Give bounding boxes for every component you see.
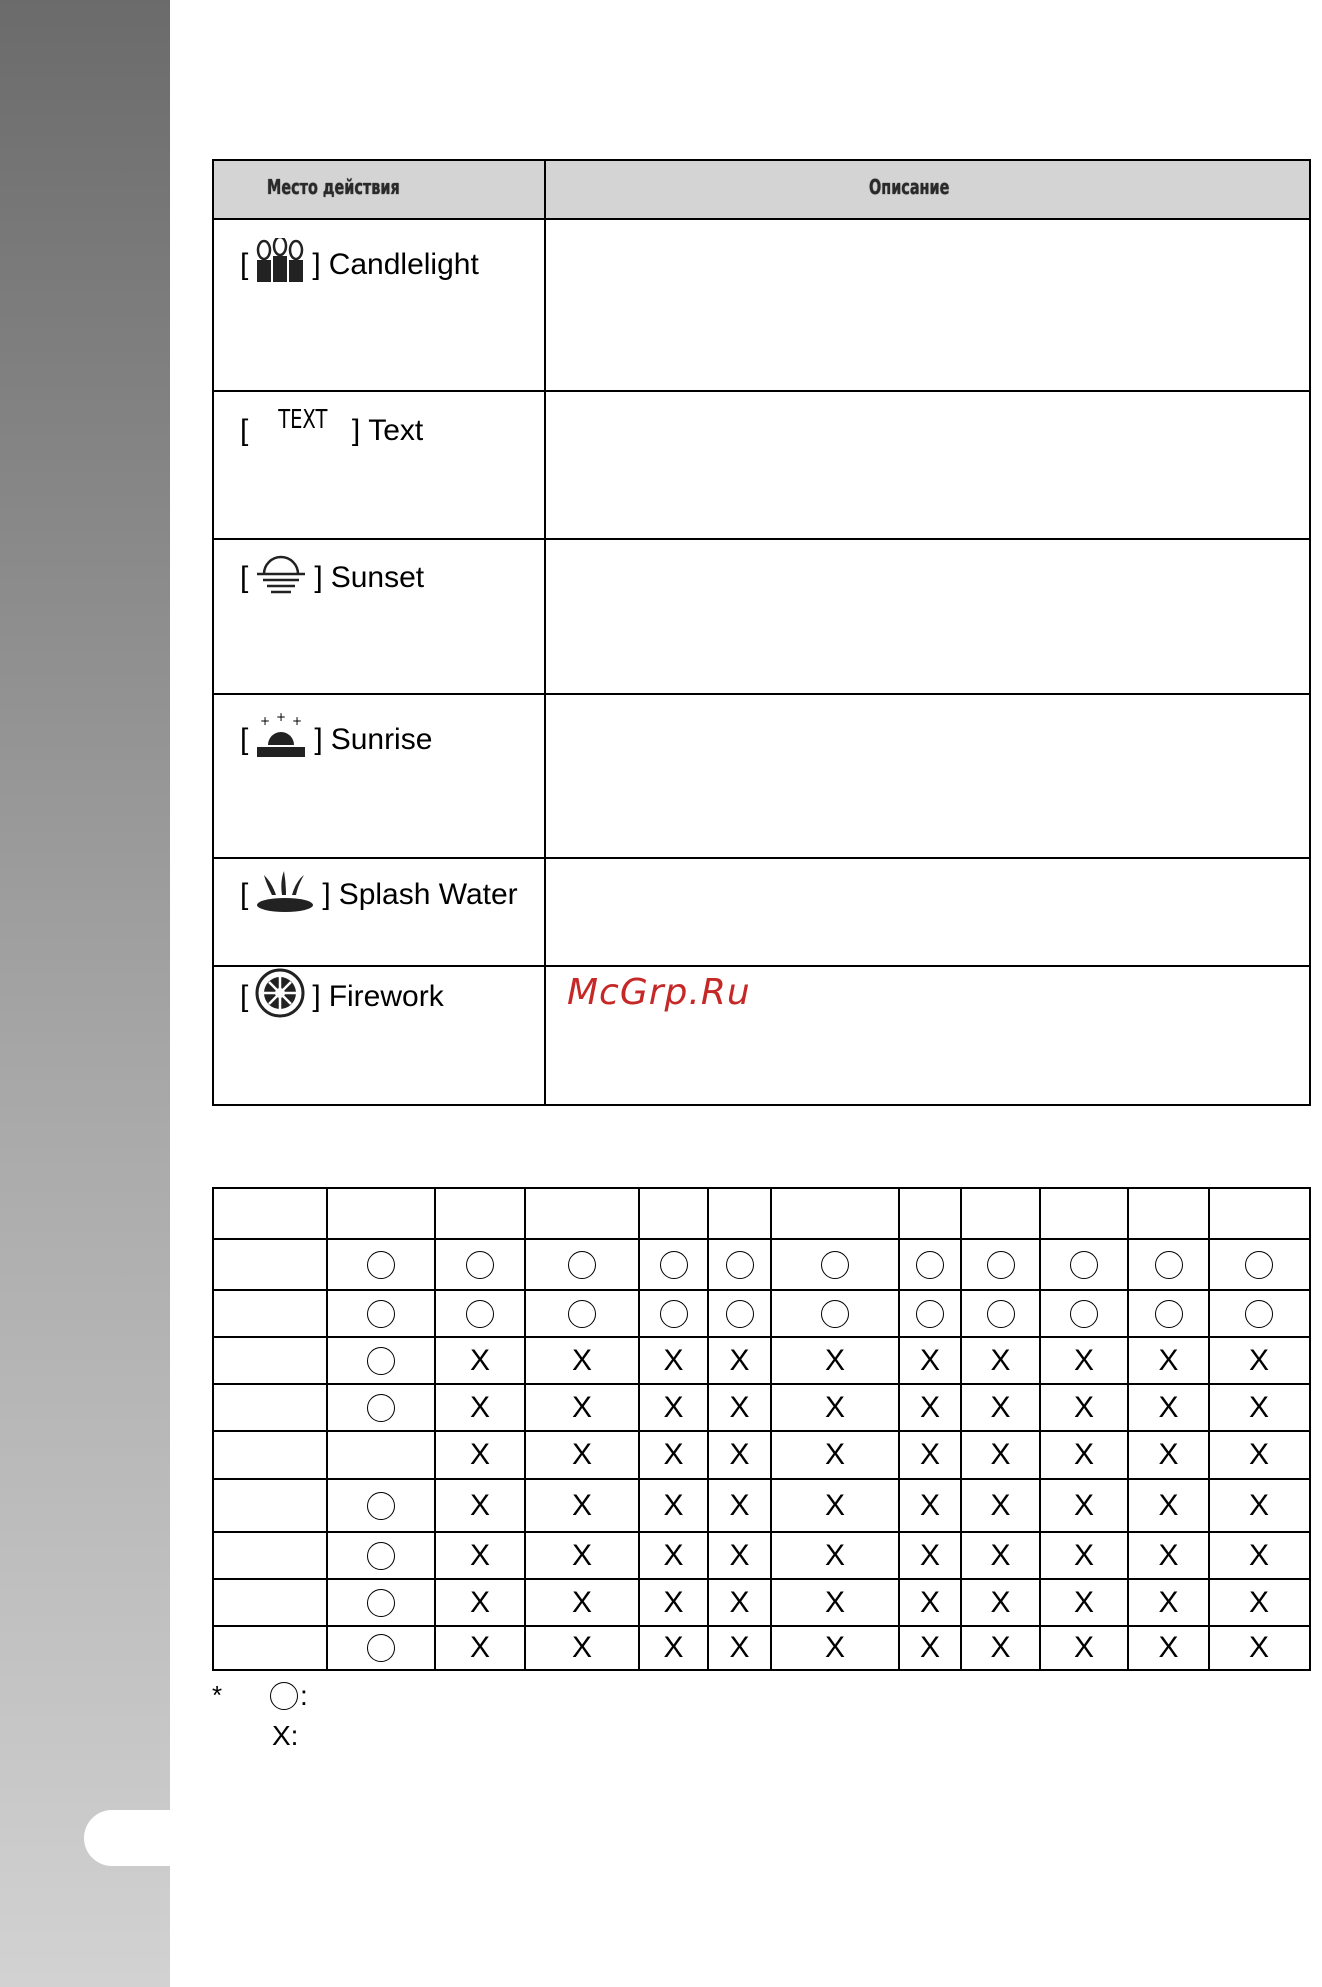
grid-cell <box>1209 1338 1309 1383</box>
splash-water-icon <box>254 869 316 921</box>
grid-cell <box>435 1385 525 1430</box>
x-mark: X <box>919 1585 940 1619</box>
grid-cell <box>961 1432 1040 1478</box>
circle-mark-icon <box>916 1251 944 1279</box>
grid-cell <box>327 1480 435 1531</box>
grid-cell <box>327 1533 435 1578</box>
grid-cell <box>1209 1385 1309 1430</box>
grid-cell <box>771 1291 899 1336</box>
grid-cell <box>525 1189 639 1238</box>
x-mark: X <box>990 1585 1011 1619</box>
grid-cell <box>525 1385 639 1430</box>
circle-mark-icon <box>660 1300 688 1328</box>
scene-name: Firework <box>328 980 444 1013</box>
scene-label <box>240 967 444 1027</box>
x-mark: X <box>1073 1390 1094 1424</box>
circle-mark-icon <box>367 1542 395 1570</box>
sunset-icon <box>254 552 308 604</box>
grid-cell <box>214 1291 327 1336</box>
bracket-close: ] <box>312 248 321 281</box>
scene-label <box>240 713 432 767</box>
grid-cell <box>961 1580 1040 1625</box>
grid-cell <box>961 1291 1040 1336</box>
grid-cell <box>899 1480 961 1531</box>
x-mark: X <box>990 1631 1011 1664</box>
grid-cell <box>214 1189 327 1238</box>
grid-cell <box>708 1480 771 1531</box>
grid-cell <box>899 1627 961 1669</box>
grid-cell <box>899 1240 961 1289</box>
circle-legend-colon: : <box>300 1680 308 1711</box>
circle-legend-icon <box>270 1682 298 1710</box>
header-scene: Место действия <box>267 175 400 199</box>
grid-cell <box>899 1291 961 1336</box>
grid-cell <box>1209 1240 1309 1289</box>
grid-cell <box>961 1338 1040 1383</box>
circle-mark-icon <box>987 1300 1015 1328</box>
grid-cell <box>435 1240 525 1289</box>
circle-mark-icon <box>916 1300 944 1328</box>
bracket-close: ] <box>312 980 321 1013</box>
x-mark: X <box>1248 1438 1269 1471</box>
scene-label <box>240 869 518 921</box>
x-mark: X <box>663 1488 684 1522</box>
grid-row <box>214 1580 1309 1627</box>
scene-name: Splash Water <box>338 878 518 911</box>
x-mark: X <box>1248 1631 1269 1664</box>
x-mark: X <box>469 1343 490 1377</box>
bracket-open: [ <box>240 980 249 1013</box>
header-description: Описание <box>869 175 950 199</box>
grid-cell <box>435 1580 525 1625</box>
x-mark: X <box>919 1390 940 1424</box>
x-mark: X <box>1248 1390 1269 1424</box>
grid-cell <box>1128 1580 1209 1625</box>
grid-cell <box>639 1291 708 1336</box>
table-row <box>214 859 1309 967</box>
grid-cell <box>639 1240 708 1289</box>
grid-cell <box>708 1432 771 1478</box>
grid-cell <box>435 1338 525 1383</box>
grid-cell <box>771 1385 899 1430</box>
circle-mark-icon <box>466 1300 494 1328</box>
grid-cell <box>525 1291 639 1336</box>
x-mark: X <box>824 1390 845 1424</box>
x-mark: X <box>469 1438 490 1471</box>
candlelight-icon <box>254 238 306 292</box>
table-row <box>214 540 1309 695</box>
grid-cell <box>214 1385 327 1430</box>
grid-cell <box>1040 1533 1128 1578</box>
grid-cell <box>327 1627 435 1669</box>
circle-mark-icon <box>1155 1251 1183 1279</box>
bracket-close: ] <box>351 414 361 447</box>
scene-label <box>240 238 479 292</box>
grid-row <box>214 1432 1309 1480</box>
grid-cell <box>708 1533 771 1578</box>
svg-text:+: + <box>292 714 303 728</box>
grid-cell <box>639 1627 708 1669</box>
circle-mark-icon <box>1245 1251 1273 1279</box>
grid-cell <box>1128 1627 1209 1669</box>
grid-cell <box>1040 1480 1128 1531</box>
sunrise-icon <box>254 713 308 767</box>
grid-cell <box>525 1580 639 1625</box>
grid-row <box>214 1480 1309 1533</box>
grid-cell <box>1040 1580 1128 1625</box>
grid-cell <box>639 1338 708 1383</box>
x-mark: X <box>663 1585 684 1619</box>
x-mark: X <box>663 1538 684 1572</box>
grid-cell <box>327 1240 435 1289</box>
grid-cell <box>1040 1338 1128 1383</box>
grid-cell <box>899 1338 961 1383</box>
grid-cell <box>1040 1627 1128 1669</box>
x-mark: X <box>571 1390 592 1424</box>
grid-cell <box>327 1189 435 1238</box>
x-mark: X <box>571 1538 592 1572</box>
svg-text:+: + <box>276 713 287 724</box>
grid-cell <box>708 1291 771 1336</box>
bracket-open: [ <box>240 878 249 911</box>
x-legend-label: X: <box>272 1720 299 1751</box>
x-mark: X <box>571 1343 592 1377</box>
x-mark: X <box>824 1438 845 1471</box>
x-mark: X <box>990 1438 1011 1471</box>
x-mark: X <box>1158 1438 1179 1471</box>
grid-cell <box>1209 1189 1309 1238</box>
scene-label <box>240 552 424 604</box>
x-mark: X <box>824 1343 845 1377</box>
grid-cell <box>961 1627 1040 1669</box>
circle-mark-icon <box>726 1251 754 1279</box>
grid-row <box>214 1291 1309 1338</box>
x-mark: X <box>469 1631 490 1664</box>
x-mark: X <box>663 1343 684 1377</box>
x-mark: X <box>824 1488 845 1522</box>
grid-cell <box>327 1385 435 1430</box>
grid-cell <box>639 1432 708 1478</box>
x-mark: X <box>729 1343 750 1377</box>
grid-cell <box>708 1580 771 1625</box>
grid-cell <box>1128 1480 1209 1531</box>
grid-cell <box>1128 1189 1209 1238</box>
grid-cell <box>899 1533 961 1578</box>
x-mark: X <box>469 1488 490 1522</box>
x-mark: X <box>729 1488 750 1522</box>
availability-grid <box>212 1187 1311 1671</box>
grid-cell <box>327 1432 435 1478</box>
x-mark: X <box>1158 1390 1179 1424</box>
x-mark: X <box>919 1488 940 1522</box>
grid-cell <box>525 1480 639 1531</box>
circle-mark-icon <box>466 1251 494 1279</box>
grid-cell <box>1128 1533 1209 1578</box>
grid-cell <box>1128 1291 1209 1336</box>
circle-mark-icon <box>1155 1300 1183 1328</box>
grid-row <box>214 1338 1309 1385</box>
grid-cell <box>1128 1385 1209 1430</box>
circle-mark-icon <box>726 1300 754 1328</box>
circle-mark-icon <box>367 1300 395 1328</box>
grid-cell <box>708 1385 771 1430</box>
grid-cell <box>327 1338 435 1383</box>
x-mark: X <box>1073 1438 1094 1471</box>
grid-cell <box>435 1291 525 1336</box>
circle-mark-icon <box>1070 1251 1098 1279</box>
x-mark: X <box>919 1538 940 1572</box>
grid-cell <box>1209 1580 1309 1625</box>
scene-name: Candlelight <box>328 248 479 281</box>
grid-cell <box>435 1627 525 1669</box>
bracket-close: ] <box>322 878 331 911</box>
x-mark: X <box>729 1585 750 1619</box>
grid-cell <box>771 1338 899 1383</box>
table-row <box>214 695 1309 859</box>
watermark: McGrp.Ru <box>567 972 751 1013</box>
circle-mark-icon <box>987 1251 1015 1279</box>
grid-cell <box>1128 1240 1209 1289</box>
x-mark: X <box>571 1631 592 1664</box>
bracket-open: [ <box>240 723 249 756</box>
grid-cell <box>961 1533 1040 1578</box>
grid-cell <box>1209 1533 1309 1578</box>
grid-cell <box>771 1533 899 1578</box>
text-mode-icon: TEXT <box>278 405 328 435</box>
x-mark: X <box>729 1390 750 1424</box>
grid-cell <box>1040 1385 1128 1430</box>
x-mark: X <box>663 1631 684 1664</box>
scene-name: Sunset <box>330 561 425 594</box>
grid-cell <box>899 1385 961 1430</box>
circle-mark-icon <box>367 1589 395 1617</box>
grid-cell <box>771 1240 899 1289</box>
x-mark: X <box>469 1538 490 1572</box>
grid-cell <box>771 1480 899 1531</box>
grid-cell <box>771 1189 899 1238</box>
grid-cell <box>525 1338 639 1383</box>
scene-label <box>240 392 423 448</box>
x-mark: X <box>1073 1488 1094 1522</box>
circle-mark-icon <box>367 1251 395 1279</box>
grid-cell <box>525 1533 639 1578</box>
x-mark: X <box>663 1390 684 1424</box>
grid-cell <box>1209 1480 1309 1531</box>
grid-cell <box>708 1189 771 1238</box>
x-mark: X <box>1248 1343 1269 1377</box>
grid-cell <box>961 1480 1040 1531</box>
table-row <box>214 967 1309 1106</box>
bracket-close: ] <box>314 723 323 756</box>
circle-mark-icon <box>660 1251 688 1279</box>
grid-cell <box>1040 1240 1128 1289</box>
grid-cell <box>771 1627 899 1669</box>
x-mark: X <box>1073 1585 1094 1619</box>
x-mark: X <box>1158 1538 1179 1572</box>
page-number-tab <box>84 1810 184 1866</box>
x-mark: X <box>1073 1631 1094 1664</box>
scene-name: Text <box>368 414 424 447</box>
bracket-open: [ <box>240 561 249 594</box>
x-mark: X <box>469 1585 490 1619</box>
grid-cell <box>214 1338 327 1383</box>
grid-cell <box>214 1480 327 1531</box>
x-mark: X <box>1073 1343 1094 1377</box>
x-mark: X <box>824 1585 845 1619</box>
x-mark: X <box>469 1390 490 1424</box>
grid-cell <box>525 1240 639 1289</box>
x-mark: X <box>1073 1538 1094 1572</box>
scene-name: Sunrise <box>330 723 433 756</box>
circle-mark-icon <box>367 1634 395 1662</box>
grid-cell <box>525 1627 639 1669</box>
side-bar <box>0 0 170 1987</box>
circle-mark-icon <box>367 1492 395 1520</box>
grid-cell <box>961 1189 1040 1238</box>
table-row <box>214 392 1309 540</box>
grid-cell <box>214 1240 327 1289</box>
x-mark: X <box>990 1390 1011 1424</box>
grid-cell <box>1209 1432 1309 1478</box>
firework-icon <box>254 967 306 1027</box>
grid-cell <box>1040 1291 1128 1336</box>
grid-cell <box>639 1189 708 1238</box>
grid-cell <box>1209 1627 1309 1669</box>
grid-cell <box>708 1338 771 1383</box>
grid-cell <box>435 1189 525 1238</box>
grid-cell <box>525 1432 639 1478</box>
x-mark: X <box>729 1538 750 1572</box>
x-mark: X <box>1248 1488 1269 1522</box>
x-mark: X <box>571 1488 592 1522</box>
circle-mark-icon <box>821 1300 849 1328</box>
x-mark: X <box>990 1488 1011 1522</box>
x-mark: X <box>1158 1631 1179 1664</box>
x-mark: X <box>824 1538 845 1572</box>
x-mark: X <box>571 1438 592 1471</box>
grid-cell <box>961 1240 1040 1289</box>
grid-cell <box>435 1432 525 1478</box>
x-mark: X <box>824 1631 845 1664</box>
grid-cell <box>708 1627 771 1669</box>
grid-row <box>214 1385 1309 1432</box>
circle-mark-icon <box>1070 1300 1098 1328</box>
x-mark: X <box>990 1343 1011 1377</box>
grid-cell <box>639 1580 708 1625</box>
footnote-star: * <box>212 1680 223 1710</box>
grid-cell <box>435 1533 525 1578</box>
grid-cell <box>214 1432 327 1478</box>
bracket-open: [ <box>240 248 249 281</box>
x-mark: X <box>990 1538 1011 1572</box>
x-mark: X <box>919 1343 940 1377</box>
grid-cell <box>327 1580 435 1625</box>
grid-cell <box>708 1240 771 1289</box>
circle-mark-icon <box>568 1251 596 1279</box>
grid-cell <box>639 1385 708 1430</box>
x-mark: X <box>919 1438 940 1471</box>
x-mark: X <box>729 1631 750 1664</box>
x-mark: X <box>1158 1488 1179 1522</box>
grid-cell <box>899 1189 961 1238</box>
grid-cell <box>214 1580 327 1625</box>
x-mark: X <box>1248 1585 1269 1619</box>
circle-mark-icon <box>1245 1300 1273 1328</box>
table-header <box>214 161 1309 220</box>
circle-mark-icon <box>568 1300 596 1328</box>
grid-cell <box>1209 1291 1309 1336</box>
bracket-open: [ <box>240 414 249 447</box>
x-mark: X <box>1158 1585 1179 1619</box>
x-mark: X <box>919 1631 940 1664</box>
grid-cell <box>899 1432 961 1478</box>
grid-cell <box>435 1480 525 1531</box>
grid-cell <box>771 1580 899 1625</box>
scene-mode-table <box>212 159 1311 1106</box>
grid-row <box>214 1240 1309 1291</box>
table-row <box>214 220 1309 392</box>
grid-cell <box>899 1580 961 1625</box>
x-mark: X <box>1158 1343 1179 1377</box>
grid-row <box>214 1189 1309 1240</box>
grid-cell <box>771 1432 899 1478</box>
grid-cell <box>1040 1189 1128 1238</box>
x-mark: X <box>663 1438 684 1471</box>
grid-cell <box>214 1627 327 1669</box>
circle-mark-icon <box>821 1251 849 1279</box>
svg-text:+: + <box>260 714 271 728</box>
bracket-close: ] <box>314 561 323 594</box>
grid-row <box>214 1627 1309 1669</box>
grid-cell <box>1128 1432 1209 1478</box>
grid-cell <box>1040 1432 1128 1478</box>
grid-cell <box>327 1291 435 1336</box>
x-mark: X <box>571 1585 592 1619</box>
x-mark: X <box>729 1438 750 1471</box>
grid-cell <box>639 1480 708 1531</box>
grid-cell <box>1128 1338 1209 1383</box>
circle-mark-icon <box>367 1394 395 1422</box>
grid-cell <box>961 1385 1040 1430</box>
x-mark: X <box>1248 1538 1269 1572</box>
grid-cell <box>214 1533 327 1578</box>
grid-cell <box>639 1533 708 1578</box>
circle-mark-icon <box>367 1347 395 1375</box>
grid-row <box>214 1533 1309 1580</box>
